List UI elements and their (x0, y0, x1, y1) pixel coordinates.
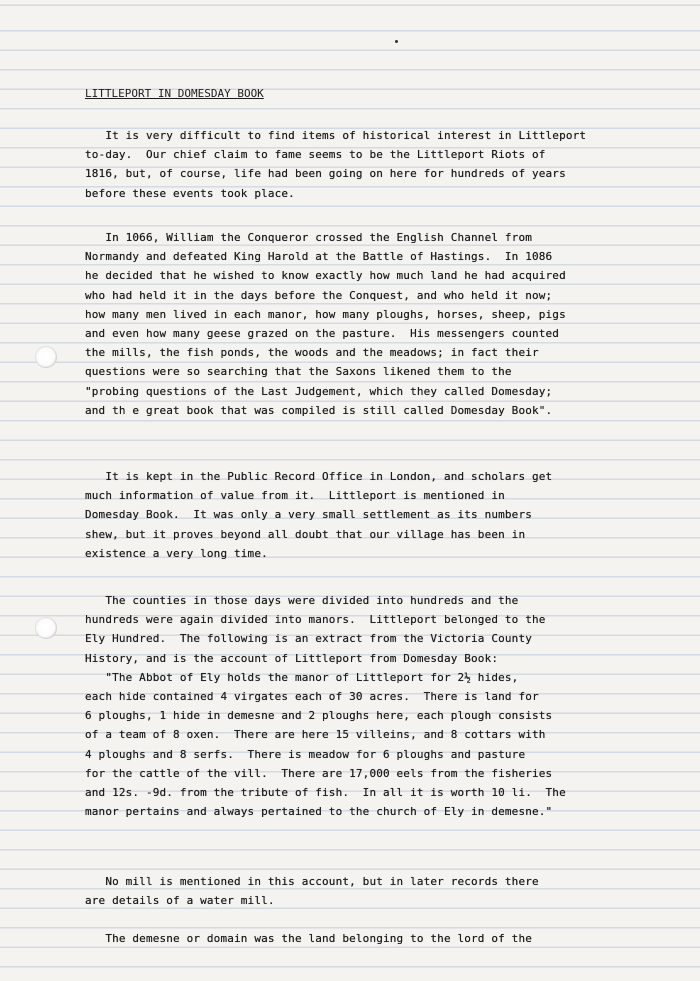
text-line: 1816, but, of course, life had been going on here for hundreds of years (85, 167, 566, 181)
text-line: and 12s. -9d. from the tribute of fish. In all it is worth 10 li. The (85, 785, 566, 799)
text-line: It is very difficult to find items of historical interest in Littleport (85, 129, 587, 142)
text-line: hundreds were again divided into manors. Littleport belonged to the (85, 613, 546, 627)
text-line: how many men lived in each manor, how many ploughs, horses, sheep, pigs (85, 307, 566, 321)
text-line: Ely Hundred. The following is an extract from the Victoria County (85, 632, 532, 646)
paragraph-6 (85, 929, 645, 948)
text-line: 6 ploughs, 1 hide in demesne and 2 ploughs here, each plough consists (85, 709, 553, 723)
text-line: Domesday Book. It was only a very small settlement as its numbers (85, 508, 532, 522)
text-line: "The Abbot of Ely holds the manor of Littleport for 2½ hides, (85, 670, 519, 684)
text-line: the mills, the fish ponds, the woods and the meadows; in fact their (85, 346, 539, 360)
text-line: and even how many geese grazed on the pasture. His messengers counted (85, 326, 560, 340)
text-line: History, and is the account of Littleport from Domesday Book: (85, 651, 499, 665)
text-line: In 1066, William the Conqueror crossed the English Channel from (85, 231, 532, 244)
text-line: It is kept in the Public Record Office in London, and scholars get (85, 470, 553, 483)
text-line: each hide contained 4 virgates each of 30 acres. There is land for (85, 689, 539, 703)
text-line: much information of value from it. Littleport is mentioned in (85, 489, 505, 503)
text-line: before these events took place. (85, 186, 295, 200)
text-line: existence a very long time. (85, 546, 268, 560)
text-line: Normandy and defeated King Harold at the Battle of Hastings. In 1086 (85, 250, 553, 264)
text-line: The demesne or domain was the land belonging to the lord of the (85, 932, 532, 945)
text-line: and th e great book that was compiled is still called Domesday Book". (85, 403, 553, 417)
punch-hole-lower (35, 617, 57, 639)
paragraph-2 (85, 228, 645, 420)
text-line: shew, but it proves beyond all doubt that our village has been in (85, 527, 526, 541)
text-line: he decided that he wished to know exactly how much land he had acquired (85, 269, 566, 283)
text-line: No mill is mentioned in this account, but in later records there (85, 875, 539, 888)
paragraph-5 (85, 872, 645, 910)
paragraph-3 (85, 467, 645, 563)
paragraph-4 (85, 591, 645, 821)
text-line: The counties in those days were divided into hundreds and the (85, 594, 519, 607)
punch-hole-upper (35, 346, 57, 368)
text-line: who had held it in the days before the Conquest, and who held it now; (85, 288, 553, 302)
text-line: to-day. Our chief claim to fame seems to be the Littleport Riots of (85, 148, 546, 162)
text-line: for the cattle of the vill. There are 17,000 eels from the fisheries (85, 766, 553, 780)
text-line: of a team of 8 oxen. There are here 15 villeins, and 8 cottars with (85, 728, 546, 742)
paragraph-1 (85, 126, 645, 203)
text-line: questions were so searching that the Saxons likened them to the (85, 365, 512, 379)
ink-speck (395, 40, 398, 43)
text-line: are details of a water mill. (85, 894, 275, 908)
text-line: 4 ploughs and 8 serfs. There is meadow for 6 ploughs and pasture (85, 747, 526, 761)
document-title: LITTLEPORT IN DOMESDAY BOOK (85, 87, 264, 100)
text-line: manor pertains and always pertained to the church of Ely in demesne." (85, 805, 553, 819)
text-line: "probing questions of the Last Judgement, which they called Domesday; (85, 384, 553, 398)
